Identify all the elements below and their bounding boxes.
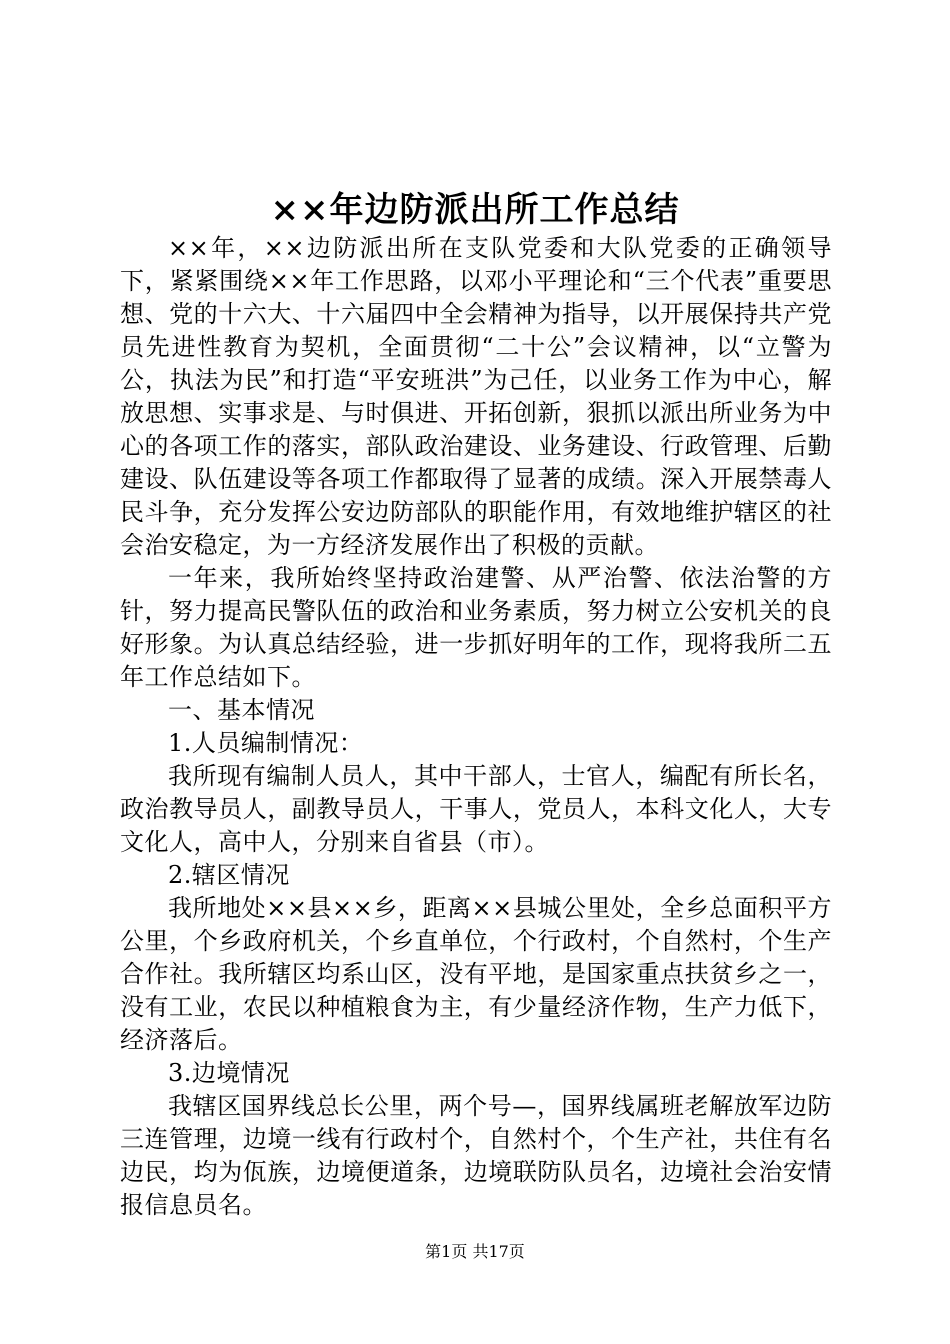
document-title: ××年边防派出所工作总结	[270, 190, 680, 230]
jurisdiction-paragraph: 我所地处××县××乡，距离××县城公里处，全乡总面积平方公里，个乡政府机关，个乡直单位，个行政村，个自然村，个生产合作社。我所辖区均系山区，没有平地，是国家重点扶贫乡之一，没有工业，农民以种植粮食为主，有少量经济作物，生产力低下，经济落后。	[120, 894, 832, 1054]
border-paragraph: 我辖区国界线总长公里，两个号—，国界线属班老解放军边防三连管理，边境一线有行政村个，自然村个，个生产社，共住有名边民，均为佤族，边境便道条，边境联防队员名，边境社会治安情报信息员名。	[120, 1092, 832, 1219]
subsection-heading-staffing: 1.人员编制情况：	[168, 729, 364, 757]
staffing-paragraph: 我所现有编制人员人，其中干部人，士官人，编配有所长名，政治教导员人，副教导员人，干事人，党员人，本科文化人，大专文化人，高中人，分别来自省县（市）。	[120, 762, 832, 856]
document-body	[120, 232, 832, 1222]
intro-paragraph: ××年，××边防派出所在支队党委和大队党委的正确领导下，紧紧围绕××年工作思路，以邓小平理论和“三个代表”重要思想、党的十六大、十六届四中全会精神为指导，以开展保持共产党员先进性教育为契机，全面贯彻“二十公”会议精神，以“立警为公，执法为民”和打造“平安班洪”为己任，以业务工作为中心，解放思想、实事求是、与时俱进、开拓创新，狠抓以派出所业务为中心的各项工作的落实，部队政治建设、业务建设、行政管理、后勤建设、队伍建设等各项工作都取得了显著的成绩。深入开展禁毒人民斗争，充分发挥公安边防部队的职能作用，有效地维护辖区的社会治安稳定，为一方经济发展作出了积极的贡献。	[120, 234, 832, 559]
page-footer: 第1页 共17页	[425, 1242, 525, 1261]
subsection-heading-jurisdiction: 2.辖区情况	[168, 861, 290, 889]
summary-paragraph: 一年来，我所始终坚持政治建警、从严治警、依法治警的方针，努力提高民警队伍的政治和业务素质，努力树立公安机关的良好形象。为认真总结经验，进一步抓好明年的工作，现将我所二五年工作总结如下。	[120, 564, 832, 691]
section-heading-basic: 一、基本情况	[168, 696, 315, 724]
subsection-heading-border: 3.边境情况	[168, 1059, 290, 1087]
